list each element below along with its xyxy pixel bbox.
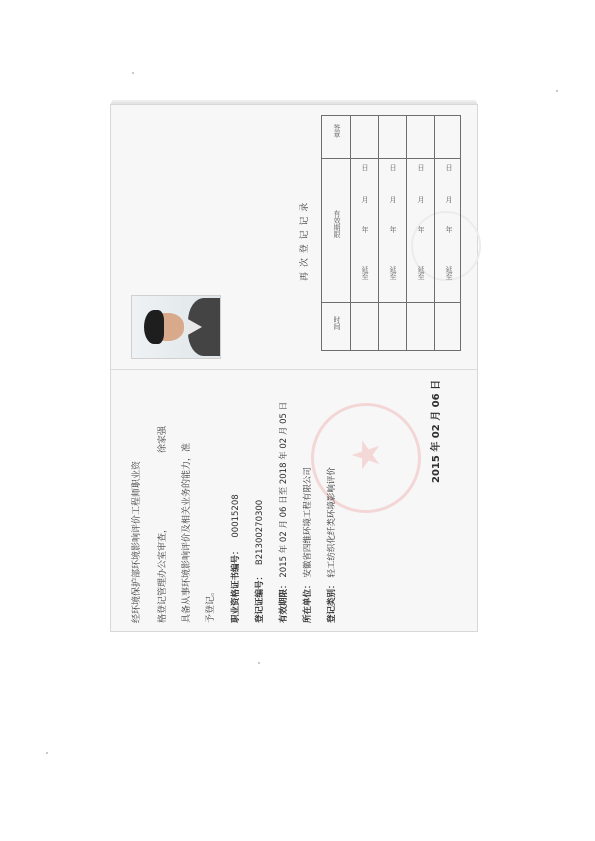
row-ext: 延至 (389, 266, 397, 280)
validity-value: 2015 年 02 月 06 日至 2018 年 02 月 05 日 (279, 401, 289, 578)
grid-col-line (350, 116, 351, 350)
header-time: 时间 (333, 316, 341, 330)
registration-no: B21300270300 (255, 499, 265, 566)
row-ext: 延至 (361, 266, 369, 280)
grid-row-line (322, 302, 460, 303)
row-year: 年 (445, 226, 453, 233)
scan-speck (556, 90, 558, 92)
cert-body-line-3: 具备从事环境影响评价及相关业务的能力，准 (182, 442, 192, 623)
qualification-label: 职业资格证书编号： (231, 546, 241, 623)
row-month: 月 (417, 196, 425, 203)
re-registration-grid (321, 115, 461, 351)
scan-speck (46, 752, 48, 754)
row-year: 年 (389, 226, 397, 233)
grid-col-line (434, 116, 435, 350)
validity-row (277, 402, 289, 623)
qualification-no-row (229, 494, 241, 623)
row-ext: 延至 (445, 266, 453, 280)
employer-value: 安徽省四维环境工程有限公司 (303, 467, 313, 578)
grid-row-line (322, 158, 460, 159)
category-row (325, 467, 337, 623)
holder-photo (131, 295, 221, 359)
row-day: 日 (445, 164, 453, 171)
category-label: 登记类别： (327, 580, 337, 623)
row-month: 月 (361, 196, 369, 203)
cert-body-line-1: 经环境保护部环境影响评价工程师职业资 (132, 460, 142, 623)
row-day: 日 (389, 164, 397, 171)
cert-body-line-4: 予登记。 (206, 586, 216, 623)
grid-col-line (378, 116, 379, 350)
re-registration-title: 再 次 登 记 记 录 (300, 201, 310, 281)
scan-speck (132, 72, 134, 74)
certificate-page (111, 369, 477, 631)
header-signature: 签章 (333, 124, 341, 138)
issue-date: 2015 年 02 月 06 日 (431, 379, 442, 483)
employer-row (301, 467, 313, 623)
category-value: 轻工纺织化纤类环境影响评价 (327, 467, 337, 578)
row-month: 月 (445, 196, 453, 203)
official-seal: ★ (311, 403, 421, 513)
photo-hair (144, 310, 164, 344)
registration-no-row (253, 500, 265, 623)
row-ext: 延至 (417, 266, 425, 280)
scan-speck (258, 662, 260, 664)
row-year: 年 (361, 226, 369, 233)
registration-label: 登记证编号： (255, 571, 265, 623)
validity-label: 有效期限： (279, 580, 289, 623)
row-day: 日 (417, 164, 425, 171)
qualification-no: 00015208 (231, 494, 241, 538)
cert-holder-name: 徐家强 (158, 425, 168, 453)
row-year: 年 (417, 226, 425, 233)
cert-body-line-2: 格登记管理办公室审查， (158, 523, 168, 623)
employer-label: 所在单位： (303, 580, 313, 623)
row-month: 月 (389, 196, 397, 203)
grid-col-line (406, 116, 407, 350)
row-day: 日 (361, 164, 369, 171)
header-validity: 有效期限 (333, 210, 341, 238)
